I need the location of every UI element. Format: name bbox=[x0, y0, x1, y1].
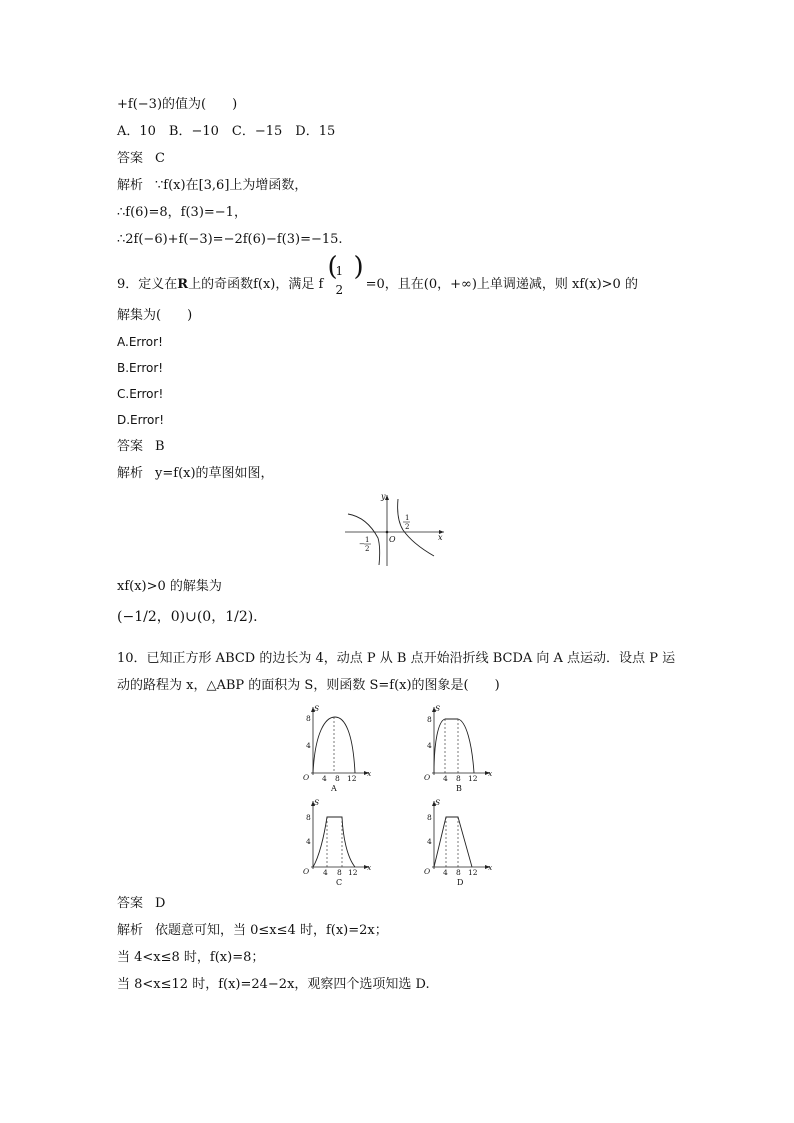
q9-sketch-graph bbox=[340, 490, 452, 568]
y-tick-8: 8 bbox=[427, 715, 432, 724]
q10-graph-b bbox=[418, 703, 502, 793]
answer-label: 答案 bbox=[117, 151, 144, 166]
origin-label: O bbox=[303, 773, 310, 782]
graph-polyline bbox=[434, 817, 472, 867]
q8-analysis-1 bbox=[117, 177, 307, 195]
q9-fraction bbox=[327, 252, 364, 297]
q9-stem-line2: 解集为( ) bbox=[117, 308, 193, 323]
q8-options: A．10 B．−10 C．−15 D．15 bbox=[117, 124, 336, 139]
y-arrow bbox=[385, 495, 389, 500]
y-tick-4: 4 bbox=[427, 837, 432, 846]
caption: A bbox=[331, 784, 337, 793]
q9-stem-line1 bbox=[117, 252, 638, 297]
answer-value: B bbox=[155, 439, 165, 454]
x-tick-12: 12 bbox=[347, 774, 357, 783]
answer-label: 答案 bbox=[117, 439, 144, 454]
y-tick-8: 8 bbox=[306, 714, 311, 723]
y-tick-4: 4 bbox=[427, 741, 432, 750]
q8-analysis-2: ∴f(6)=8，f(3)=−1， bbox=[117, 205, 247, 220]
q9-stem-c: =0，且在(0，+∞)上单调递减，则 xf(x)>0 的 bbox=[365, 277, 638, 292]
q10-graph-a bbox=[297, 703, 381, 793]
q9-option-d: D.Error! bbox=[117, 413, 165, 427]
q9-stem-R: R bbox=[177, 277, 189, 292]
q10-graph-c bbox=[297, 797, 381, 887]
x-label: x bbox=[488, 769, 493, 778]
q9-conclusion: xf(x)>0 的解集为 bbox=[117, 579, 222, 594]
right-paren: ) bbox=[353, 252, 364, 282]
frac-den: 2 bbox=[335, 283, 344, 297]
y-tick-8: 8 bbox=[306, 813, 311, 822]
q10-answer bbox=[117, 895, 165, 913]
analysis-text: ∵f(x)在[3,6]上为增函数， bbox=[155, 178, 308, 193]
analysis-label: 解析 bbox=[117, 923, 144, 938]
q9-option-a: A.Error! bbox=[117, 335, 163, 349]
q9-option-b: B.Error! bbox=[117, 361, 164, 375]
origin-label: O bbox=[424, 773, 431, 782]
origin-label: O bbox=[389, 535, 396, 544]
y-tick-8: 8 bbox=[427, 813, 432, 822]
frac-num: 1 bbox=[335, 264, 344, 278]
answer-value: D bbox=[155, 896, 166, 911]
right-tick-den: 2 bbox=[405, 523, 410, 531]
y-label: S bbox=[314, 798, 320, 807]
x-tick-8: 8 bbox=[456, 868, 461, 877]
q8-analysis-3: ∴2f(−6)+f(−3)=−2f(6)−f(3)=−15. bbox=[117, 232, 343, 247]
right-branch-curve bbox=[398, 499, 434, 556]
graph-curve bbox=[434, 719, 474, 773]
y-label: y bbox=[381, 492, 386, 501]
left-paren: ( bbox=[327, 252, 338, 282]
answer-value: C bbox=[155, 151, 165, 166]
x-tick-8: 8 bbox=[456, 774, 461, 783]
q10-stem-line2: 动的路程为 x，△ABP 的面积为 S，则函数 S=f(x)的图象是( ) bbox=[117, 678, 500, 693]
origin-label: O bbox=[424, 867, 431, 876]
q9-analysis bbox=[117, 465, 274, 483]
q8-stem-tail: +f(−3)的值为( ) bbox=[117, 97, 238, 112]
analysis-text: y=f(x)的草图如图， bbox=[155, 466, 274, 481]
q9-answer bbox=[117, 438, 165, 456]
right-tick-num: 1 bbox=[405, 514, 410, 522]
q9-stem-b: 上的奇函数f(x)，满足 f bbox=[188, 277, 324, 292]
graph-curve bbox=[313, 817, 355, 867]
x-tick-12: 12 bbox=[468, 774, 478, 783]
y-tick-4: 4 bbox=[306, 741, 311, 750]
x-label: x bbox=[438, 533, 443, 542]
q9-option-c: C.Error! bbox=[117, 387, 164, 401]
y-label: S bbox=[435, 704, 441, 713]
q10-analysis-1 bbox=[117, 922, 388, 940]
q10-analysis-2: 当 4<x≤8 时，f(x)=8； bbox=[117, 950, 265, 965]
x-tick-12: 12 bbox=[468, 868, 478, 877]
x-tick-12: 12 bbox=[348, 868, 358, 877]
caption: D bbox=[457, 878, 464, 887]
origin-point bbox=[386, 531, 389, 534]
analysis-text: 依题意可知，当 0≤x≤4 时，f(x)=2x； bbox=[155, 923, 388, 938]
caption: C bbox=[336, 878, 343, 887]
left-tick-den: 2 bbox=[365, 545, 370, 553]
q10-analysis-3: 当 8<x≤12 时，f(x)=24−2x，观察四个选项知选 D. bbox=[117, 977, 430, 992]
q9-stem-a: 9．定义在 bbox=[117, 277, 178, 292]
x-tick-4: 4 bbox=[443, 868, 448, 877]
q8-answer bbox=[117, 150, 165, 168]
x-tick-4: 4 bbox=[443, 774, 448, 783]
x-tick-8: 8 bbox=[335, 774, 340, 783]
left-tick-num: 1 bbox=[365, 536, 370, 544]
q10-stem-line1: 10．已知正方形 ABCD 的边长为 4，动点 P 从 B 点开始沿折线 BCDA 向 A 点运动．设点 P 运 bbox=[117, 651, 676, 666]
answer-label: 答案 bbox=[117, 896, 144, 911]
left-tick-sign: − bbox=[359, 540, 365, 548]
x-tick-8: 8 bbox=[337, 868, 342, 877]
x-label: x bbox=[367, 863, 372, 872]
analysis-label: 解析 bbox=[117, 466, 144, 481]
x-tick-4: 4 bbox=[323, 868, 328, 877]
y-label: S bbox=[435, 798, 441, 807]
x-label: x bbox=[488, 863, 493, 872]
q10-graph-d bbox=[418, 797, 502, 887]
caption: B bbox=[456, 784, 462, 793]
y-label: S bbox=[314, 704, 320, 713]
x-label: x bbox=[367, 769, 372, 778]
origin-label: O bbox=[303, 867, 310, 876]
analysis-label: 解析 bbox=[117, 178, 144, 193]
y-tick-4: 4 bbox=[306, 837, 311, 846]
x-tick-4: 4 bbox=[322, 774, 327, 783]
q9-solution-set: (−1/2，0)∪(0，1/2). bbox=[117, 609, 258, 625]
